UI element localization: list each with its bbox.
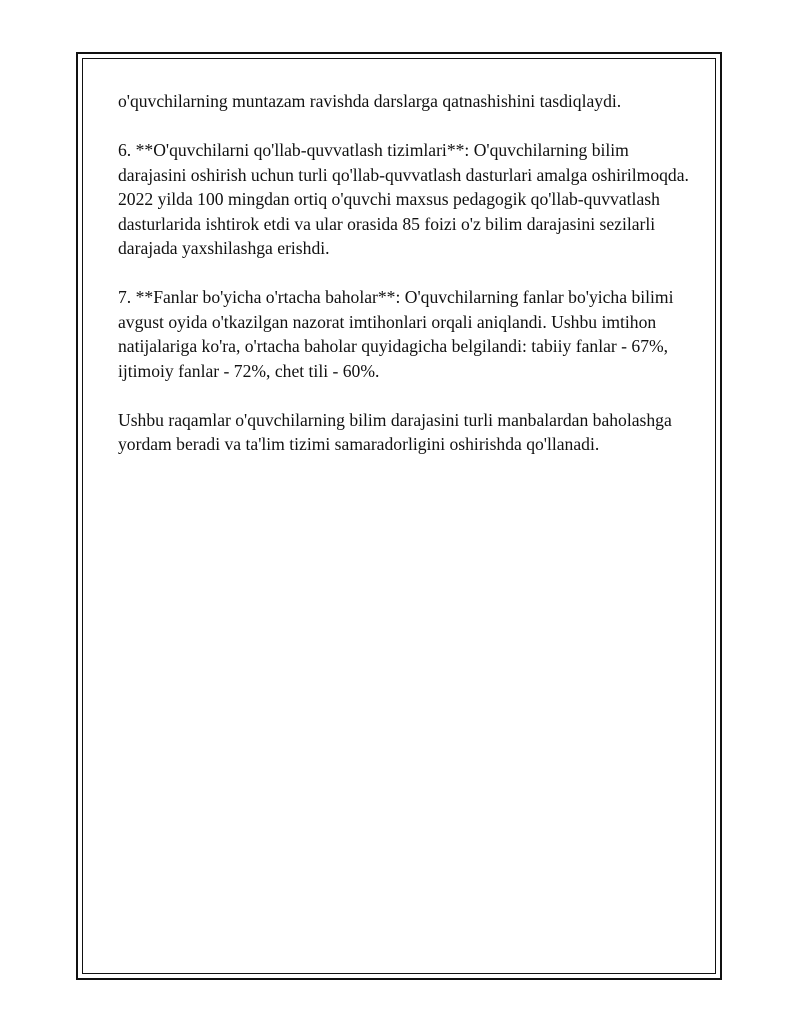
document-body [118,89,690,481]
paragraph-conclusion: Ushbu raqamlar o'quvchilarning bilim darajasini turli manbalardan baholashga yordam beradi va ta'lim tizimi samaradorligini oshirishda qo'llanadi. [118,409,672,454]
paragraph-support-systems: 6. **O'quvchilarni qo'llab-quvvatlash tizimlari**: O'quvchilarning bilim darajasini oshirish uchun turli qo'llab-quvvatlash dasturlari amalga oshirilmoqda. 2022 yilda 100 mingdan ortiq o'quvchi maxsus pedagogik qo'llab-quvvatlash dasturlarida ishtirok etdi va ular orasida 85 foizi o'z bilim darajasini sezilarli darajada yaxshilashga erishdi. [118,140,689,258]
paragraph-subject-averages: 7. **Fanlar bo'yicha o'rtacha baholar**: O'quvchilarning fanlar bo'yicha bilimi avgust oyida o'tkazilgan nazorat imtihonlari orqali aniqlandi. Ushbu imtihon natijalariga ko'ra, o'rtacha baholar quyidagicha belgilandi: tabiiy fanlar - 67%, ijtimoiy fanlar - 72%, chet tili - 60%. [118,287,674,381]
paragraph-attendance-continuation: o'quvchilarning muntazam ravishda darslarga qatnashishini tasdiqlaydi. [118,91,622,111]
